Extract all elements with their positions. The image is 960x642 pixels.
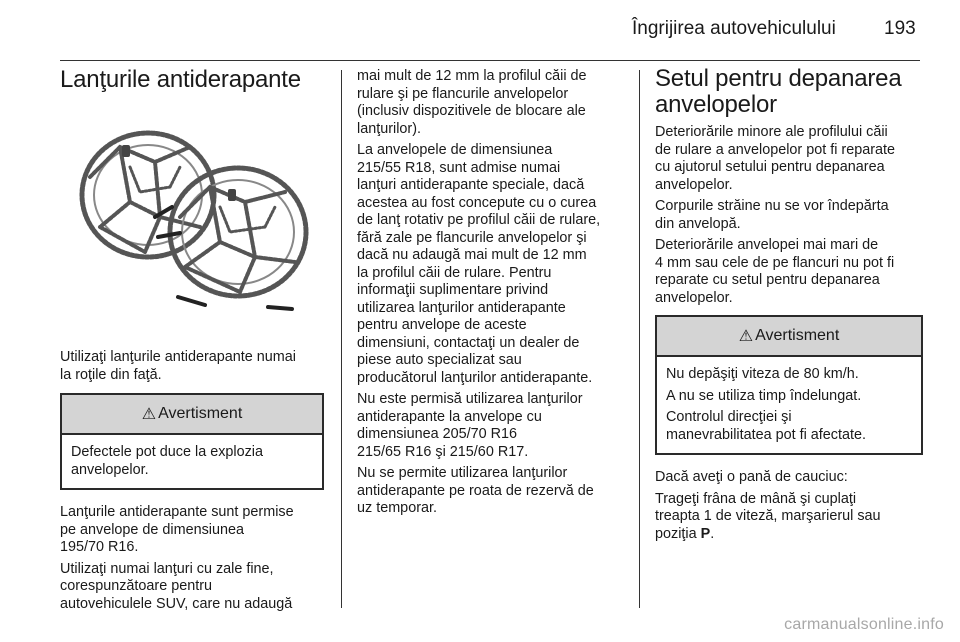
watermark: carmanualsonline.info [784,616,944,633]
warning-triangle-icon: ⚠ [738,328,754,345]
handbrake-text: Trageţi frâna de mână şi cuplaţi treapta 1 de viteză, marşarierul sau poziţia [655,490,881,542]
paragraph-215-55-r18: La anvelopele de dimensiunea 215/55 R18, sunt admise numai lanţuri antiderapante speciale, dacă acestea au fost concepute cu o curea de lanţ rotativ pe profilul căii de rulare, fără zale pe flancurile anvelopelor şi dacă nu adaugă mai mult de 12 mm la profilul căii de rulare. Pentru informaţii suplimentare privind utilizarea lanţurilor antiderapante pentru anvelope de aceste dimensiuni, contactaţi un dealer de piese auto specializat sau producătorul lanţurilor antiderapante. [357,142,601,386]
park-position-label: P [700,525,711,542]
warning-triangle-icon: ⚠ [141,406,157,423]
paragraph-flat-tyre: Dacă aveţi o pană de cauciuc: [655,469,848,485]
warning-title: Avertisment [755,327,840,344]
intro-paragraph: Utilizaţi lanţurile antiderapante numai la roţile din faţă. [60,349,296,383]
paragraph-large-damage: Deteriorările anvelopei mai mari de 4 mm sau cele de pe flancuri nu pot fi reparate cu setul pentru depanarea anvelopelor. [655,237,895,306]
paragraph-not-permitted-sizes: Nu este permisă utilizarea lanţurilor antiderapante la anvelope cu dimensiunea 205/70 R16 215/65 R16 şi 215/60 R17. [357,391,583,460]
warning-title: Avertisment [158,405,243,422]
paragraph-spare-wheel: Nu se permite utilizarea lanţurilor antiderapante pe roata de rezervă de uz temporar. [357,465,594,516]
column-2 [357,68,625,522]
paragraph-continuation: mai mult de 12 mm la profilul căii de rulare şi pe flancurile anvelopelor (inclusiv dispozitivele de blocare ale lanţurilor). [357,68,587,137]
warning-item: A nu se utiliza timp îndelungat. [666,387,862,404]
section-heading-snow-chains: Lanţurile antiderapante [60,66,301,93]
header-divider [60,60,920,61]
page-number: 193 [884,18,916,39]
warning-box-speed-limit [655,315,923,455]
column-1 [60,66,324,617]
snow-chains-illustration [60,107,322,322]
warning-box-tire-explosion [60,393,324,490]
paragraph-fine-link-chains: Utilizaţi numai lanţuri cu zale fine, corespunzătoare pentru autovehiculele SUV, care nu adaugă [60,560,293,612]
sentence-end: . [710,525,715,542]
warning-item: Controlul direcţiei şi manevrabilitatea pot fi afectate. [666,409,866,443]
warning-text: Defectele pot duce la explozia anvelopelor. [71,444,263,478]
section-heading-tyre-repair-kit: Setul pentru depanarea anvelopelor [655,65,902,118]
running-header-title: Îngrijirea autovehiculului [632,18,836,39]
warning-header [62,395,322,435]
paragraph-handbrake-gear [655,491,923,544]
column-divider-1 [341,70,342,608]
column-divider-2 [639,70,640,608]
paragraph-permitted-size: Lanţurile antiderapante sunt permise pe anvelope de dimensiunea 195/70 R16. [60,504,294,555]
paragraph-minor-damage: Deteriorările minore ale profilului căii de rulare a anvelopelor pot fi reparate cu ajutorul setului pentru depanarea anvelopelor. [655,124,895,193]
column-3 [655,66,923,547]
warning-item: Nu depăşiţi viteza de 80 km/h. [666,366,859,382]
warning-header [657,317,921,357]
paragraph-foreign-bodies: Corpurile străine nu se vor îndepărta din anvelopă. [655,198,889,232]
